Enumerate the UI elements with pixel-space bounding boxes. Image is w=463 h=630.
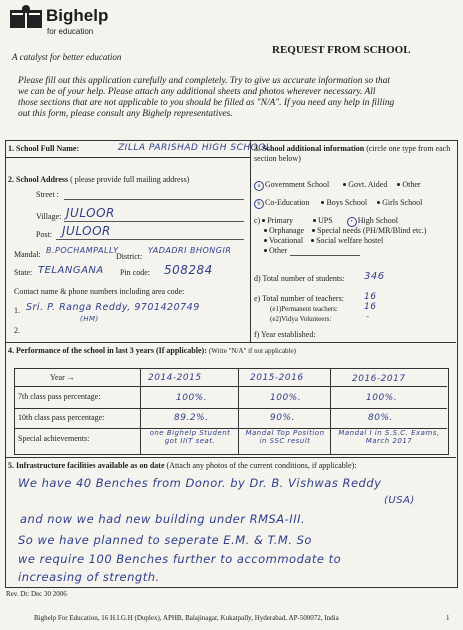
row-7th-2014[interactable]: 100%. [176, 393, 208, 403]
section5-label: 5. Infrastructure facilities available as on date [8, 461, 165, 470]
teachers-field[interactable]: 16 [364, 292, 377, 302]
row-10th-2015[interactable]: 90%. [270, 413, 295, 423]
type-c-row2 [264, 226, 426, 235]
pin-label: Pin code: [120, 268, 150, 277]
infra-line-3[interactable]: and now we had new building under RMSA-III. [20, 512, 306, 526]
mandal-field[interactable]: B.POCHAMPALLY [46, 246, 119, 255]
state-label: State: [14, 268, 33, 277]
section3-label: 3. School additional information [254, 144, 365, 153]
section2-hint: ( please provide full mailing address) [70, 175, 190, 184]
year-2015-2016: 2015-2016 [250, 373, 304, 383]
post-label: Post: [36, 230, 53, 239]
section4-label: 4. Performance of the school in last 3 years (If applicable): [8, 346, 207, 355]
type-a-row: a Government School Govt. Aided Other [254, 180, 421, 191]
row-10th-2014[interactable]: 89.2%. [174, 413, 209, 423]
row-special-2016[interactable]: Mandal I in S.S.C. Exams, March 2017 [338, 429, 440, 445]
option-ups[interactable]: UPS [318, 216, 333, 225]
vidya-field[interactable]: - [366, 312, 370, 322]
type-b-row: b Co-Education Boys School Girls School [254, 198, 422, 209]
option-high-school[interactable]: High School [357, 216, 398, 225]
infra-line-2[interactable]: (USA) [384, 495, 415, 506]
row-7th-label: 7th class pass percentage: [18, 392, 101, 401]
post-field[interactable]: JULOOR [62, 224, 111, 238]
row-10th-label: 10th class pass percentage: [18, 413, 105, 422]
students-label: d) Total number of students: [254, 274, 345, 283]
teachers-label: e) Total number of teachers: [254, 294, 344, 303]
section4-heading [8, 346, 296, 355]
row-special-2015[interactable]: Mandal Top Position in SSC result [245, 429, 325, 445]
contact1-field[interactable]: Sri. P. Ranga Reddy, 9701420749 [26, 302, 200, 313]
option-social-welfare-hostel[interactable]: Social welfare hostel [316, 236, 384, 245]
street-label: Street : [36, 190, 59, 199]
option-co-education[interactable]: Co-Education [265, 198, 310, 207]
intro-line: we can be of your help. Please attach any additional sheets and photos wherever necessary. All [18, 87, 376, 97]
option-govt-aided[interactable]: Govt. Aided [348, 180, 388, 189]
section3-hint: (circle one type from each section below) [254, 144, 451, 163]
contact-label: Contact name & phone numbers including area code: [14, 287, 185, 296]
contact2-number: 2. [14, 326, 20, 335]
intro-line: out this form, please consult any Bighelp representatives. [18, 109, 233, 119]
village-label: Village: [36, 212, 62, 221]
type-c-row1: c) Primary UPS • High School [254, 216, 398, 225]
section5-hint: (Attach any photos of the current conditions, if applicable): [166, 461, 357, 470]
bighelp-logo-icon [8, 4, 44, 34]
page-title: REQUEST FROM SCHOOL [272, 44, 411, 56]
row-10th-2016[interactable]: 80%. [368, 413, 393, 423]
intro-line: Please fill out this application carefully and completely. Try to give us accurate information so that [18, 76, 390, 86]
year-column-head: Year → [50, 373, 75, 382]
school-name-field[interactable]: ZILLA PARISHAD HIGH SCHOOL [118, 143, 272, 153]
option-special-needs[interactable]: Special needs (PH/MR/Blind etc.) [317, 226, 427, 235]
row-7th-2015[interactable]: 100%. [270, 393, 302, 403]
pin-field[interactable]: 508284 [164, 263, 213, 277]
contact1-role: (HM) [80, 315, 99, 323]
type-c-row3 [264, 236, 383, 245]
option-girls-school[interactable]: Girls School [382, 198, 423, 207]
state-field[interactable]: TELANGANA [38, 265, 104, 276]
permanent-label: (e1)Permanent teachers: [270, 305, 338, 313]
infra-line-5[interactable]: we require 100 Benches further to accommodate to [18, 552, 342, 566]
type-c-row4 [264, 246, 287, 255]
option-orphanage[interactable]: Orphanage [269, 226, 305, 235]
students-field[interactable]: 346 [364, 271, 385, 282]
section5-heading [8, 461, 356, 470]
infra-line-6[interactable]: increasing of strength. [18, 570, 160, 584]
footer-address: Bighelp For Education, 16 H.I.G.H (Duplex), APHB, Balajinagar, Kukatpally, Hyderabad, AP-500072, India [34, 614, 339, 622]
mandal-label: Mandal: [14, 250, 41, 259]
option-boys-school[interactable]: Boys School [326, 198, 368, 207]
year-2014-2015: 2014-2015 [148, 373, 202, 383]
revision-date: Rev. Dt: Dec 30 2006 [6, 590, 67, 598]
option-primary[interactable]: Primary [267, 216, 293, 225]
row-special-2014[interactable]: one Bighelp Student got IIIT seat. [149, 429, 231, 445]
year-2016-2017: 2016-2017 [352, 374, 406, 384]
page-number: 1 [446, 614, 450, 622]
infra-line-1[interactable]: We have 40 Benches from Donor. by Dr. B. Vishwas Reddy [18, 476, 382, 490]
intro-line: those sections that are not applicable to you should be filled as "N/A". If you need any help in filling [18, 98, 395, 108]
section2-label: 2. School Address [8, 175, 69, 184]
year-established-label: f) Year established: [254, 330, 316, 339]
option-other-a[interactable]: Other [402, 180, 421, 189]
permanent-field[interactable]: 16 [364, 302, 377, 312]
brand-subtitle: for education [47, 27, 94, 36]
contact1-number: 1. [14, 306, 20, 315]
section1-label: 1. School Full Name: [8, 144, 80, 153]
infra-line-4[interactable]: So we have planned to seperate E.M. & T.M. So [18, 533, 312, 547]
row-7th-2016[interactable]: 100%. [366, 393, 398, 403]
district-field[interactable]: YADADRI BHONGIR [148, 246, 232, 255]
tagline: A catalyst for better education [12, 52, 122, 62]
section4-hint: (Write "N/A" if not applicable) [208, 347, 296, 355]
district-label: District: [116, 252, 143, 261]
section2-heading [8, 175, 189, 184]
brand-name: Bighelp [46, 6, 109, 25]
village-field[interactable]: JULOOR [66, 206, 115, 220]
section3-heading [254, 144, 454, 164]
vidya-label: (e2)Vidya Volunteers: [270, 315, 332, 323]
row-special-label: Special achievements: [18, 434, 90, 443]
option-government-school[interactable]: Government School [265, 180, 330, 189]
intro-text [18, 76, 458, 120]
option-other-c[interactable]: Other [269, 246, 288, 255]
option-vocational[interactable]: Vocational [269, 236, 304, 245]
